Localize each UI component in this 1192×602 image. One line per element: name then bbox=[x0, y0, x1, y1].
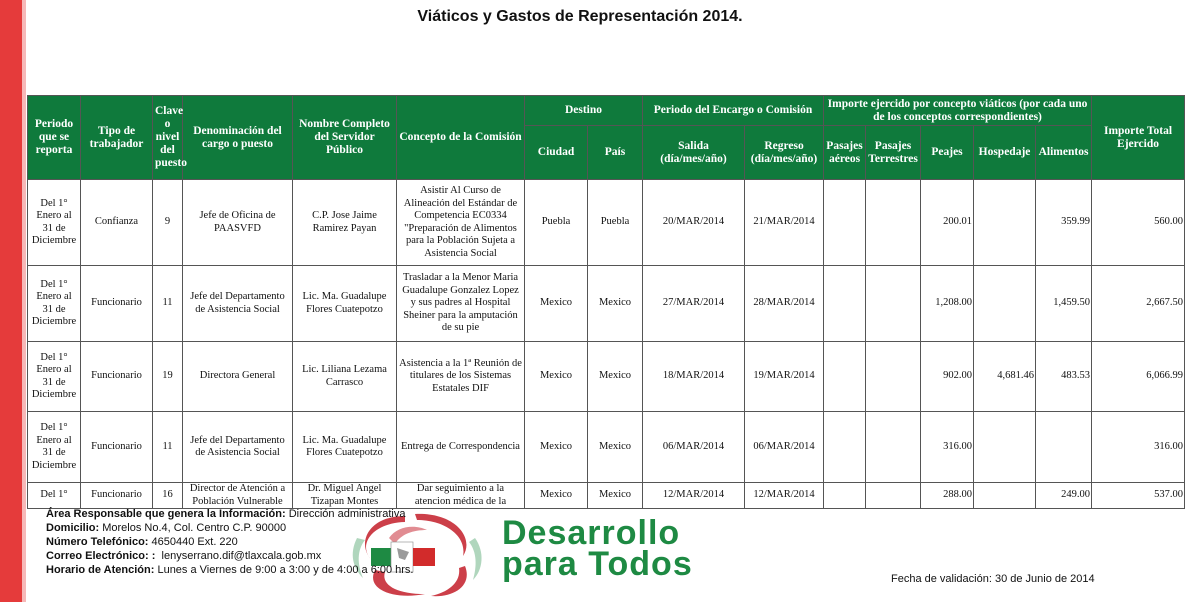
table-row bbox=[28, 483, 1185, 509]
telefono-value: 4650440 Ext. 220 bbox=[151, 536, 238, 548]
validation-date: Fecha de validación: 30 de Junio de 2014 bbox=[891, 573, 1095, 585]
cell-clave: 19 bbox=[153, 342, 183, 412]
cell-cargo: Director de Atención a Población Vulnerable bbox=[183, 483, 293, 509]
cell-tipo: Funcionario bbox=[81, 342, 153, 412]
header-nombre-servidor: Nombre Completo del Servidor Público bbox=[293, 96, 397, 180]
cell-clave: 9 bbox=[153, 180, 183, 266]
cell-peajes: 200.01 bbox=[921, 180, 974, 266]
cell-pais: Mexico bbox=[588, 266, 643, 342]
cell-nombre: Dr. Miguel Angel Tizapan Montes bbox=[293, 483, 397, 509]
cell-regreso: 06/MAR/2014 bbox=[745, 412, 824, 483]
table-row bbox=[28, 180, 1185, 266]
cell-clave: 11 bbox=[153, 412, 183, 483]
cell-salida: 06/MAR/2014 bbox=[643, 412, 745, 483]
header-destino: Destino bbox=[525, 96, 643, 126]
header-periodo-encargo: Periodo del Encargo o Comisión bbox=[643, 96, 824, 126]
cell-salida: 20/MAR/2014 bbox=[643, 180, 745, 266]
cell-pasajes-aereos bbox=[824, 342, 866, 412]
cell-ciudad: Mexico bbox=[525, 412, 588, 483]
cell-periodo: Del 1° Enero al 31 de Diciembre bbox=[28, 342, 81, 412]
cell-pasajes-terrestres bbox=[866, 266, 921, 342]
header-periodo: Periodo que se reporta bbox=[28, 96, 81, 180]
cell-nombre: C.P. Jose Jaime Ramirez Payan bbox=[293, 180, 397, 266]
header-hospedaje: Hospedaje bbox=[974, 126, 1036, 180]
cell-nombre: Lic. Liliana Lezama Carrasco bbox=[293, 342, 397, 412]
cell-alimentos: 359.99 bbox=[1036, 180, 1092, 266]
cell-tipo: Funcionario bbox=[81, 483, 153, 509]
area-value: Dirección administrativa bbox=[288, 508, 406, 520]
cell-regreso: 12/MAR/2014 bbox=[745, 483, 824, 509]
domicilio-value: Morelos No.4, Col. Centro C.P. 90000 bbox=[102, 522, 287, 534]
cell-cargo: Jefe del Departamento de Asistencia Social bbox=[183, 412, 293, 483]
cell-pasajes-terrestres bbox=[866, 180, 921, 266]
cell-cargo: Directora General bbox=[183, 342, 293, 412]
telefono-line bbox=[46, 535, 414, 549]
logo-text-line1: Desarrollo bbox=[502, 514, 681, 552]
cell-hospedaje: 4,681.46 bbox=[974, 342, 1036, 412]
cell-salida: 12/MAR/2014 bbox=[643, 483, 745, 509]
cell-alimentos: 483.53 bbox=[1036, 342, 1092, 412]
cell-total: 2,667.50 bbox=[1092, 266, 1185, 342]
cell-alimentos: 1,459.50 bbox=[1036, 266, 1092, 342]
logo-text-line2: para Todos bbox=[502, 545, 693, 583]
area-responsable-line bbox=[46, 507, 414, 521]
horario-value: Lunes a Viernes de 9:00 a 3:00 y de 4:00 a 6:00 hrs. bbox=[157, 564, 414, 576]
cell-total: 316.00 bbox=[1092, 412, 1185, 483]
header-ciudad: Ciudad bbox=[525, 126, 588, 180]
header-alimentos: Alimentos bbox=[1036, 126, 1092, 180]
cell-tipo: Funcionario bbox=[81, 266, 153, 342]
cell-pasajes-aereos bbox=[824, 483, 866, 509]
cell-alimentos bbox=[1036, 412, 1092, 483]
cell-total: 560.00 bbox=[1092, 180, 1185, 266]
correo-value[interactable]: lenyserrano.dif@tlaxcala.gob.mx bbox=[161, 550, 322, 562]
cell-total: 537.00 bbox=[1092, 483, 1185, 509]
cell-periodo: Del 1° bbox=[28, 483, 81, 509]
contact-info bbox=[46, 507, 414, 577]
cell-salida: 27/MAR/2014 bbox=[643, 266, 745, 342]
cell-hospedaje bbox=[974, 483, 1036, 509]
viaticos-table-wrapper bbox=[27, 95, 1185, 507]
correo-line bbox=[46, 549, 414, 563]
cell-periodo: Del 1° Enero al 31 de Diciembre bbox=[28, 180, 81, 266]
cell-peajes: 316.00 bbox=[921, 412, 974, 483]
cell-hospedaje bbox=[974, 180, 1036, 266]
cell-ciudad: Mexico bbox=[525, 342, 588, 412]
cell-concepto: Dar seguimiento a la atencion médica de la bbox=[397, 483, 525, 509]
header-concepto-comision: Concepto de la Comisión bbox=[397, 96, 525, 180]
header-pasajes-terrestres: Pasajes Terrestres bbox=[866, 126, 921, 180]
cell-total: 6,066.99 bbox=[1092, 342, 1185, 412]
cell-cargo: Jefe del Departamento de Asistencia Social bbox=[183, 266, 293, 342]
cell-peajes: 902.00 bbox=[921, 342, 974, 412]
cell-concepto: Asistencia a la 1ª Reunión de titulares de los Sistemas Estatales DIF bbox=[397, 342, 525, 412]
left-red-stripe bbox=[0, 0, 26, 602]
header-regreso: Regreso (día/mes/año) bbox=[745, 126, 824, 180]
cell-regreso: 19/MAR/2014 bbox=[745, 342, 824, 412]
cell-regreso: 21/MAR/2014 bbox=[745, 180, 824, 266]
cell-pasajes-terrestres bbox=[866, 412, 921, 483]
table-row bbox=[28, 266, 1185, 342]
cell-pais: Mexico bbox=[588, 483, 643, 509]
correo-label: Correo Electrónico: : bbox=[46, 550, 156, 562]
cell-clave: 11 bbox=[153, 266, 183, 342]
cell-ciudad: Mexico bbox=[525, 483, 588, 509]
cell-ciudad: Mexico bbox=[525, 266, 588, 342]
cell-pasajes-aereos bbox=[824, 180, 866, 266]
header-importe-total: Importe Total Ejercido bbox=[1092, 96, 1185, 180]
page-title: Viáticos y Gastos de Representación 2014. bbox=[417, 8, 743, 25]
cell-clave: 16 bbox=[153, 483, 183, 509]
cell-ciudad: Puebla bbox=[525, 180, 588, 266]
cell-cargo: Jefe de Oficina de PAASVFD bbox=[183, 180, 293, 266]
header-salida: Salida (día/mes/año) bbox=[643, 126, 745, 180]
header-tipo-trabajador: Tipo de trabajador bbox=[81, 96, 153, 180]
cell-pasajes-terrestres bbox=[866, 483, 921, 509]
cell-concepto: Trasladar a la Menor Maria Guadalupe Gonzalez Lopez y sus padres al Hospital Sheiner para la amputación de su pie bbox=[397, 266, 525, 342]
domicilio-line bbox=[46, 521, 414, 535]
header-importe-concepto: Importe ejercido por concepto viáticos (por cada uno de los conceptos correspondientes) bbox=[824, 96, 1092, 126]
horario-line bbox=[46, 563, 414, 577]
cell-concepto: Asistir Al Curso de Alineación del Estándar de Competencia EC0334 "Preparación de Alimentos para la Población Sujeta a Asistencia Social bbox=[397, 180, 525, 266]
domicilio-label: Domicilio: bbox=[46, 522, 100, 534]
cell-hospedaje bbox=[974, 412, 1036, 483]
cell-nombre: Lic. Ma. Guadalupe Flores Cuatepotzo bbox=[293, 412, 397, 483]
cell-peajes: 1,208.00 bbox=[921, 266, 974, 342]
cell-pasajes-aereos bbox=[824, 412, 866, 483]
cell-tipo: Funcionario bbox=[81, 412, 153, 483]
header-pasajes-aereos: Pasajes aéreos bbox=[824, 126, 866, 180]
cell-regreso: 28/MAR/2014 bbox=[745, 266, 824, 342]
cell-tipo: Confianza bbox=[81, 180, 153, 266]
header-pais: País bbox=[588, 126, 643, 180]
cell-nombre: Lic. Ma. Guadalupe Flores Cuatepotzo bbox=[293, 266, 397, 342]
cell-periodo: Del 1° Enero al 31 de Diciembre bbox=[28, 266, 81, 342]
cell-pais: Mexico bbox=[588, 412, 643, 483]
cell-concepto: Entrega de Correspondencia bbox=[397, 412, 525, 483]
area-label: Área Responsable que genera la Información: bbox=[46, 508, 286, 520]
cell-periodo: Del 1° Enero al 31 de Diciembre bbox=[28, 412, 81, 483]
cell-pais: Puebla bbox=[588, 180, 643, 266]
cell-pais: Mexico bbox=[588, 342, 643, 412]
header-denominacion-cargo: Denominación del cargo o puesto bbox=[183, 96, 293, 180]
cell-peajes: 288.00 bbox=[921, 483, 974, 509]
table-row bbox=[28, 412, 1185, 483]
cell-pasajes-terrestres bbox=[866, 342, 921, 412]
telefono-label: Número Telefónico: bbox=[46, 536, 149, 548]
cell-salida: 18/MAR/2014 bbox=[643, 342, 745, 412]
cell-hospedaje bbox=[974, 266, 1036, 342]
header-peajes: Peajes bbox=[921, 126, 974, 180]
table-row bbox=[28, 342, 1185, 412]
cell-pasajes-aereos bbox=[824, 266, 866, 342]
cell-alimentos: 249.00 bbox=[1036, 483, 1092, 509]
horario-label: Horario de Atención: bbox=[46, 564, 155, 576]
header-clave-nivel: Clave o nivel del puesto bbox=[153, 96, 183, 180]
viaticos-table bbox=[27, 95, 1185, 509]
